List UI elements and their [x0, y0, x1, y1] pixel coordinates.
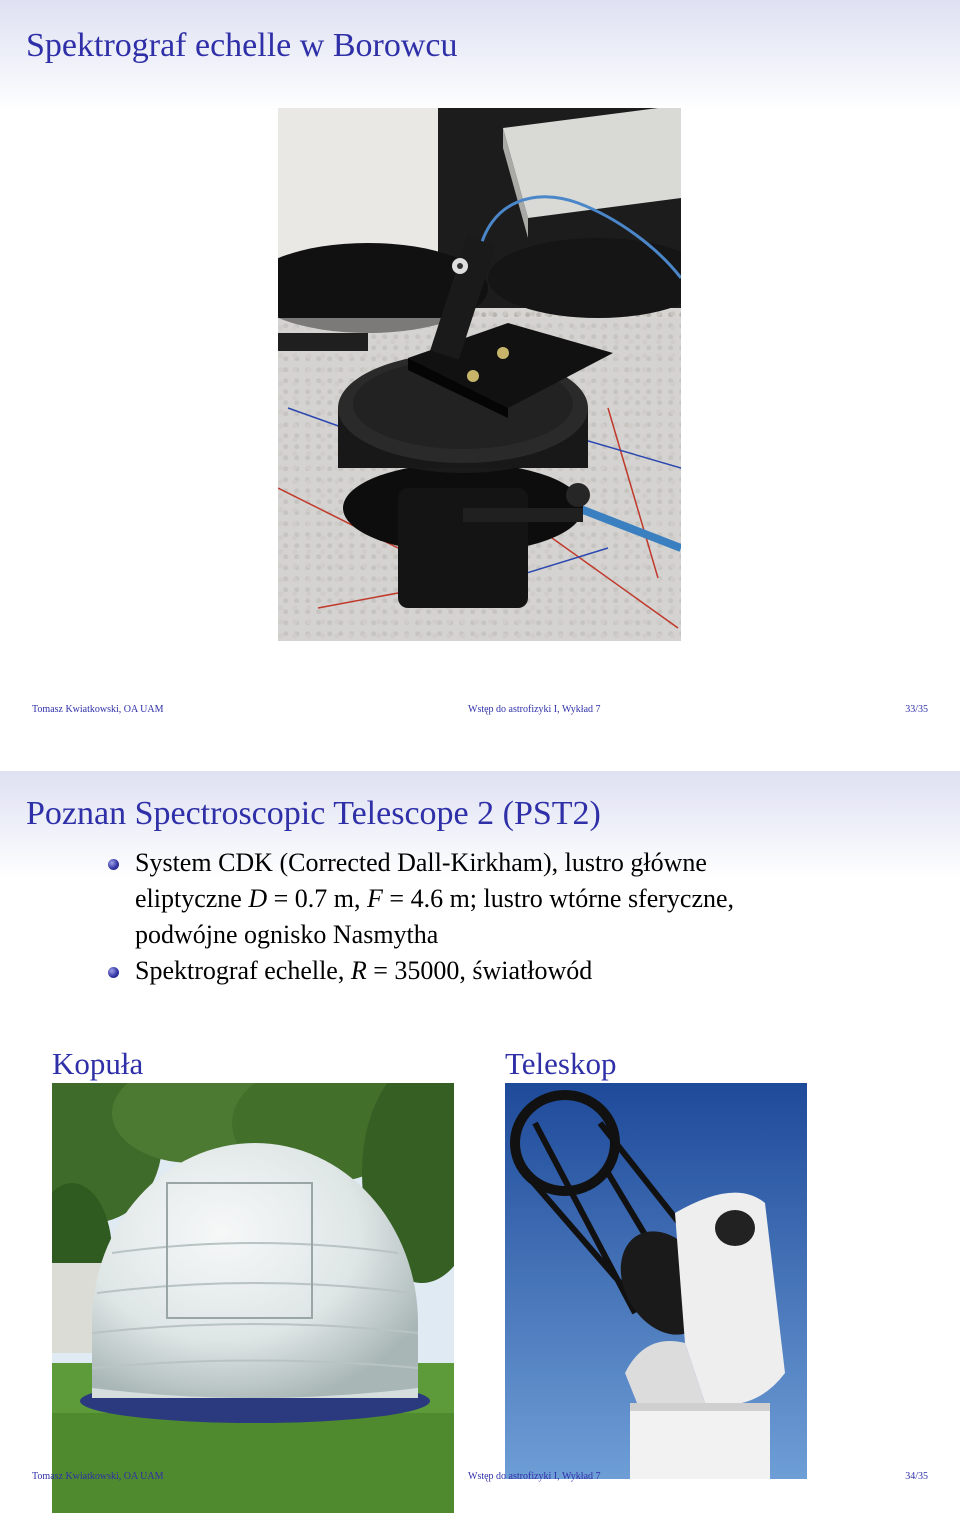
- footer-author: Tomasz Kwiatkowski, OA UAM: [32, 1471, 164, 1482]
- slide-34: [0, 757, 960, 1514]
- text: = 4.6 m; lustro wtórne sferyczne,: [382, 884, 735, 913]
- math-var-d: D: [248, 884, 268, 913]
- caption-dome: Kopuła: [52, 1046, 144, 1081]
- slide-title: Spektrograf echelle w Borowcu: [26, 27, 458, 64]
- caption-telescope: Teleskop: [505, 1046, 617, 1081]
- math-var-r: R: [350, 956, 367, 985]
- footer-page-number: 33/35: [905, 704, 928, 715]
- footer-page-number: 34/35: [905, 1471, 928, 1482]
- dome-photo-drawing: [52, 1083, 454, 1513]
- math-var-f: F: [367, 884, 383, 913]
- slide-title: Poznan Spectroscopic Telescope 2 (PST2): [26, 795, 601, 832]
- bullet-line: [135, 953, 928, 989]
- telescope-photo: [505, 1083, 807, 1479]
- dome-photo: [52, 1083, 454, 1513]
- bullet-icon: [108, 859, 119, 870]
- text: eliptyczne: [135, 884, 249, 913]
- spectrograph-photo-drawing: [278, 108, 681, 641]
- bullet-line: System CDK (Corrected Dall-Kirkham), lustro główne: [135, 848, 707, 877]
- bullet-item: [108, 845, 928, 953]
- spectrograph-stage-photo: [278, 108, 681, 641]
- bullet-item: [108, 953, 928, 989]
- bullet-list: [108, 845, 928, 989]
- footer-author: Tomasz Kwiatkowski, OA UAM: [32, 704, 164, 715]
- bullet-line: podwójne ognisko Nasmytha: [135, 920, 439, 949]
- footer-course: Wstęp do astrofizyki I, Wykład 7: [468, 704, 601, 715]
- telescope-photo-drawing: [505, 1083, 807, 1479]
- text: = 35000, światłowód: [366, 956, 593, 985]
- footer-course: Wstęp do astrofizyki I, Wykład 7: [468, 1471, 601, 1482]
- text: Spektrograf echelle,: [135, 956, 351, 985]
- text: = 0.7 m,: [267, 884, 368, 913]
- bullet-icon: [108, 967, 119, 978]
- bullet-line: [135, 881, 928, 917]
